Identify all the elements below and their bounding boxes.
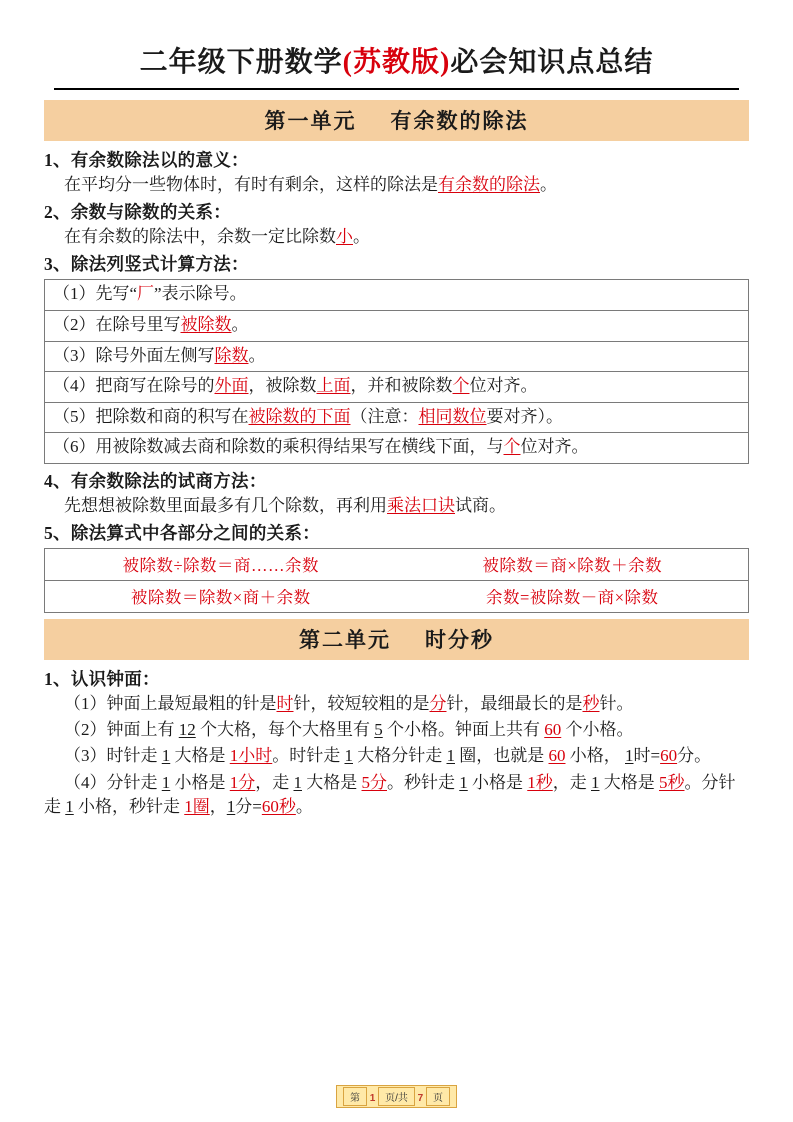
section-1-2-text-a: 在有余数的除法中，余数一定比除数 [64, 227, 336, 247]
item-1-text-b: 针，较短较粗的是 [293, 694, 430, 714]
item-4-text-h: 大格是 [603, 772, 655, 792]
relations-table [44, 548, 749, 613]
step-3-highlight: 除数 [214, 345, 249, 365]
section-2-1-item-4 [44, 771, 749, 819]
item-3-text-d: 大格分针走 [357, 746, 443, 766]
item-2-number-2: 5 [374, 720, 383, 740]
page-number-badge [0, 1085, 793, 1108]
section-1-1-text-b: 。 [540, 175, 557, 194]
step-4-text-d: 位对齐。 [469, 376, 538, 396]
footer-middle: 页/共 [378, 1087, 415, 1106]
section-2-1-heading: 1、认识钟面： [44, 669, 160, 690]
section-1-1-text [44, 173, 749, 197]
item-3-text-g: 时= [633, 746, 661, 766]
step-4-highlight-3: 个 [452, 376, 470, 396]
item-4-text-i: 。分针走 [44, 772, 736, 816]
item-3-text-e: 圈，也就是 [459, 746, 545, 766]
item-3-text-c: 。时针走 [272, 746, 341, 766]
page-number-text [336, 1085, 457, 1108]
unit-2-banner-left: 第二单元 [299, 628, 391, 653]
step-3-text-b: 。 [248, 345, 266, 365]
item-2-text-c: 个小格。钟面上共有 [387, 720, 540, 740]
item-1-highlight-1: 时 [276, 694, 294, 714]
step-1-text-b: ”表示除号。 [154, 284, 247, 304]
unit-2-banner [44, 619, 749, 660]
relation-cell: 余数=被除数－商×除数 [485, 588, 659, 608]
step-5-text-a: （5）把除数和商的积写在 [53, 406, 249, 426]
title-part-1: 二年级下册数学 [139, 47, 343, 78]
step-6-highlight: 个 [503, 437, 521, 457]
item-4-number-4: 5分 [361, 772, 387, 792]
section-1-3-heading: 3、除法列竖式计算方法： [44, 254, 249, 275]
step-1-text-a: （1）先写“ [53, 284, 138, 304]
section-2-1-item-2 [44, 718, 749, 742]
item-4-text-l: 分= [235, 796, 262, 816]
division-steps-table [44, 279, 749, 464]
item-4-text-f: 小格是 [472, 772, 523, 792]
footer-prefix: 第 [343, 1087, 367, 1106]
step-1-highlight: 厂 [137, 284, 155, 304]
table-row [45, 280, 748, 311]
item-4-text-k: ， [209, 796, 227, 816]
item-4-text-d: 大格是 [306, 772, 358, 792]
item-3-text-a: （3）时针走 [64, 746, 158, 766]
item-1-text-d: 针。 [599, 694, 634, 714]
item-2-number-3: 60 [544, 720, 562, 740]
title-part-2: (苏教版) [342, 47, 451, 78]
step-6-text-a: （6）用被除数减去商和除数的乘积得结果写在横线下面，与 [53, 437, 504, 457]
item-4-number-7: 1 [591, 772, 600, 792]
section-1-4-text-a: 先想想被除数里面最多有几个除数，再利用 [64, 496, 387, 516]
item-4-text-j: 小格，秒针走 [78, 796, 180, 816]
section-1-2-text-highlight: 小 [336, 227, 353, 247]
section-1-2-heading: 2、余数与除数的关系： [44, 202, 232, 223]
relation-cell: 被除数＝商×除数＋余数 [482, 556, 663, 576]
section-1-2-text [44, 225, 749, 249]
item-3-number-1: 1 [161, 746, 171, 766]
unit-1-banner-left: 第一单元 [264, 109, 357, 133]
item-4-number-5: 1 [459, 772, 468, 792]
table-row [45, 433, 748, 464]
step-2-highlight: 被除数 [180, 314, 232, 334]
section-1-4-text [44, 494, 749, 518]
item-4-number-3: 1 [293, 772, 302, 792]
table-row [45, 581, 748, 613]
step-4-highlight-1: 外面 [214, 376, 249, 396]
item-3-number-7: 60 [660, 746, 678, 766]
footer-current-page: 1 [369, 1093, 376, 1104]
section-2-1-item-3 [44, 744, 749, 768]
section-1-1-text-highlight: 有余数的除法 [438, 175, 540, 194]
item-3-number-2: 1小时 [229, 746, 273, 766]
item-4-text-b: 小格是 [174, 772, 226, 792]
table-row [45, 372, 748, 403]
section-1-1-heading: 1、有余数除法以的意义： [44, 150, 249, 170]
item-2-text-b: 个大格，每个大格里有 [200, 720, 370, 740]
step-4-text-c: ，并和被除数 [350, 376, 453, 396]
item-2-text-a: （2）钟面上有 [64, 720, 175, 740]
item-4-number-2: 1分 [229, 772, 256, 792]
item-4-text-g: ，走 [552, 772, 587, 792]
item-3-number-3: 1 [344, 746, 353, 766]
step-4-text-a: （4）把商写在除号的 [53, 376, 215, 396]
unit-2-banner-right: 时分秒 [425, 628, 494, 653]
item-4-text-e: 。秒针走 [387, 772, 455, 792]
item-3-number-6: 1 [625, 746, 634, 766]
step-6-text-b: 位对齐。 [520, 437, 589, 457]
table-row [45, 549, 748, 581]
section-1-5-heading: 5、除法算式中各部分之间的关系： [44, 523, 321, 544]
item-1-text-c: 针，最细最长的是 [446, 694, 583, 714]
item-3-number-4: 1 [446, 746, 455, 766]
section-1-4-highlight: 乘法口诀 [387, 496, 455, 516]
item-4-number-11: 1 [226, 796, 236, 816]
item-4-number-9: 1 [65, 796, 74, 816]
step-2-text-a: （2）在除号里写 [53, 314, 181, 334]
step-4-highlight-2: 上面 [316, 376, 351, 396]
item-4-number-12: 60秒 [261, 796, 296, 816]
table-row [45, 403, 748, 434]
footer-suffix: 页 [426, 1087, 450, 1106]
item-3-text-b: 大格是 [174, 746, 226, 766]
item-3-text-f: 小格， [569, 746, 621, 766]
item-4-number-6: 1秒 [527, 772, 553, 792]
item-4-text-c: ，走 [255, 772, 290, 792]
step-5-text-b: （注意： [350, 406, 419, 426]
item-1-highlight-2: 分 [429, 694, 447, 714]
item-4-text-a: （4）分针走 [64, 772, 158, 792]
item-4-number-8: 5秒 [659, 772, 685, 792]
unit-1-banner [44, 100, 749, 141]
page-title [54, 36, 739, 90]
section-1-4-text-b: 试商。 [455, 496, 506, 516]
item-3-text-h: 分。 [677, 746, 712, 766]
item-4-number-10: 1圈 [184, 796, 210, 816]
relation-cell: 被除数÷除数＝商……余数 [122, 556, 320, 576]
table-row [45, 342, 748, 373]
section-2-1-item-1 [44, 692, 749, 716]
step-5-highlight-2: 相同数位 [418, 406, 487, 426]
item-3-number-5: 60 [548, 746, 566, 766]
item-4-number-1: 1 [161, 772, 171, 792]
item-2-number-1: 12 [178, 720, 196, 740]
item-1-highlight-3: 秒 [582, 694, 600, 714]
table-row [45, 311, 748, 342]
step-3-text-a: （3）除号外面左侧写 [53, 345, 215, 365]
step-2-text-b: 。 [231, 314, 249, 334]
unit-1-banner-right: 有余数的除法 [390, 109, 529, 133]
item-4-text-m: 。 [295, 796, 313, 816]
title-part-3: 必会知识点总结 [450, 47, 654, 78]
section-1-2-text-b: 。 [353, 227, 370, 247]
relation-cell: 被除数＝除数×商＋余数 [130, 588, 311, 608]
section-1-4-heading: 4、有余数除法的试商方法： [44, 471, 267, 492]
section-1-1-text-a: 在平均分一些物体时，有时有剩余，这样的除法是 [64, 175, 438, 194]
step-5-highlight-1: 被除数的下面 [248, 406, 351, 426]
footer-total-pages: 7 [417, 1093, 424, 1104]
step-5-text-c: 要对齐）。 [486, 406, 563, 426]
item-2-text-d: 个小格。 [565, 720, 634, 740]
step-4-text-b: ，被除数 [248, 376, 317, 396]
item-1-text-a: （1）钟面上最短最粗的针是 [64, 694, 277, 714]
